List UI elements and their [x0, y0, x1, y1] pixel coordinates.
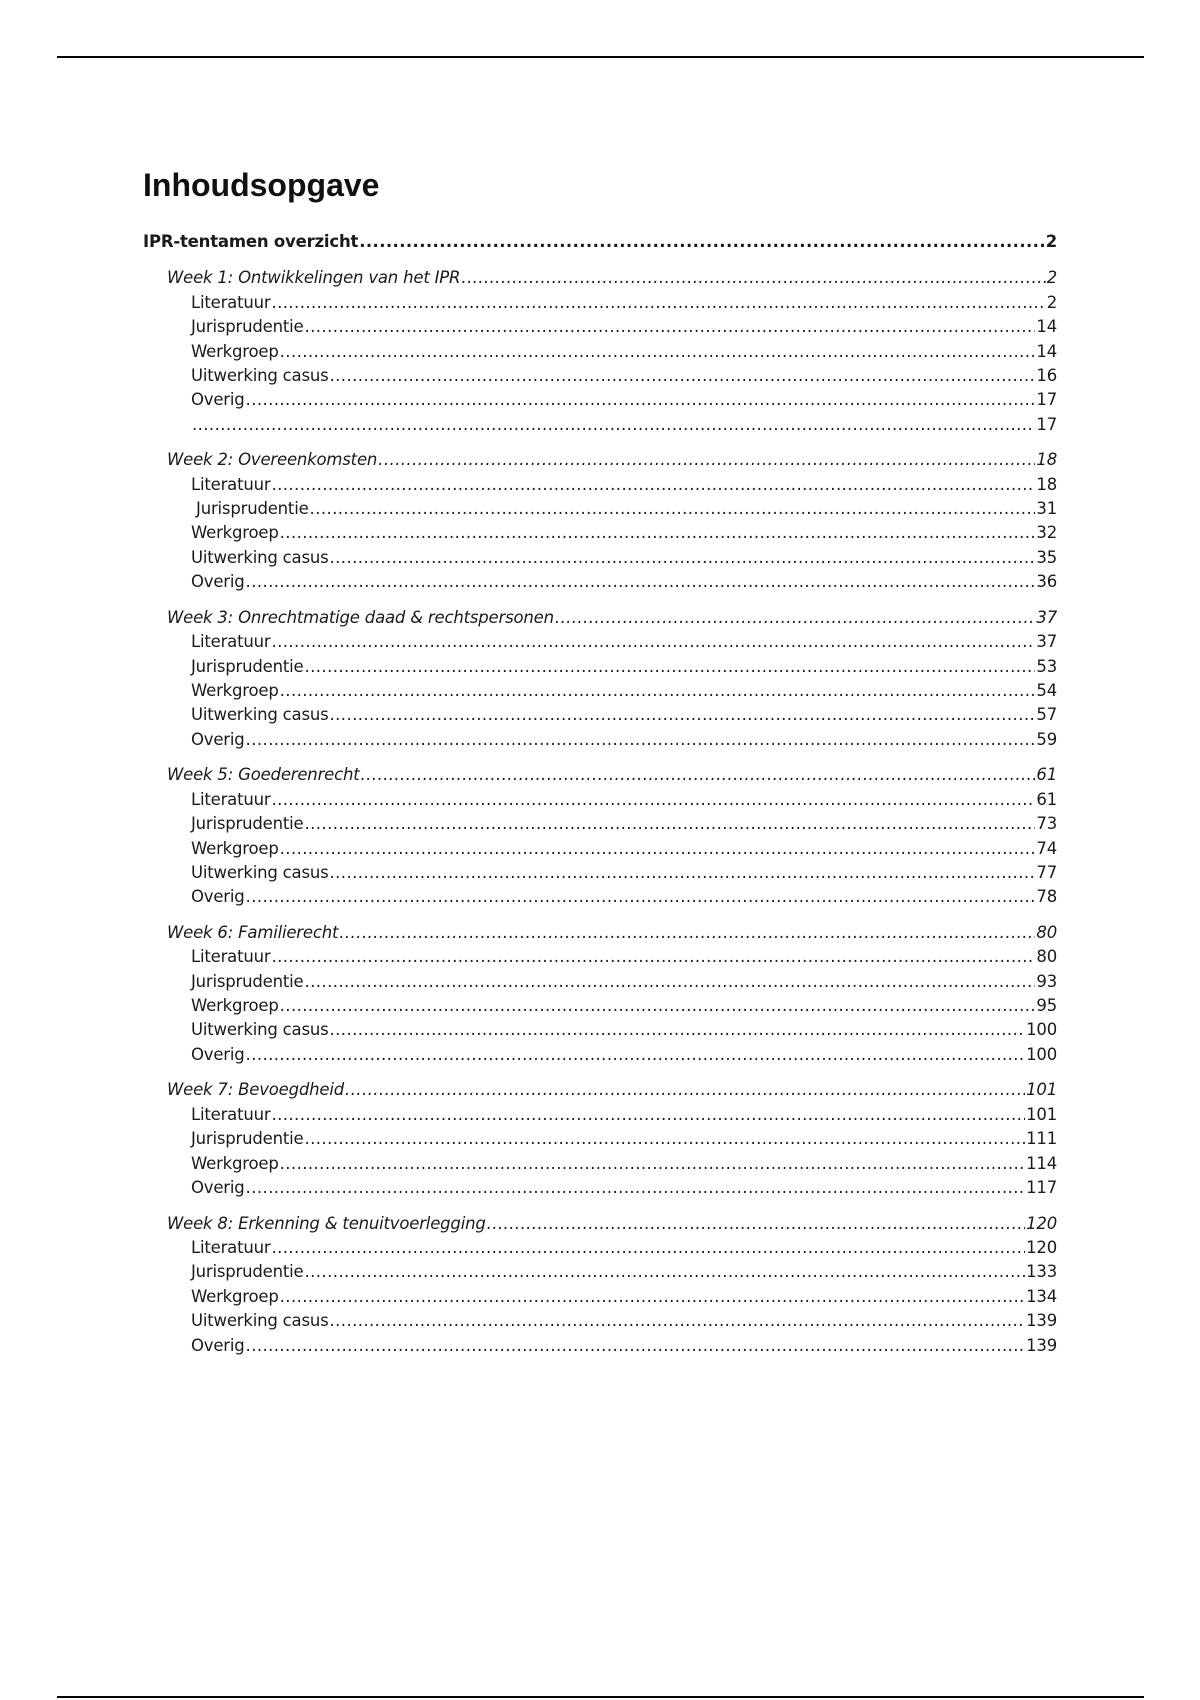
dot-leader [361, 763, 1036, 787]
toc-page-number: 14 [1036, 317, 1057, 337]
dot-leader [246, 885, 1036, 909]
toc-section-heading[interactable] [143, 763, 1057, 787]
toc-subentry[interactable] [143, 630, 1057, 654]
toc-section-week-5 [143, 763, 1057, 909]
toc-entry-label: Jurisprudentie [191, 1129, 304, 1149]
toc-entry-label: Werkgroep [191, 341, 279, 361]
toc-subentry[interactable] [143, 291, 1057, 315]
toc-page-number: 74 [1036, 838, 1057, 858]
toc-entry-label: Literatuur [191, 1237, 271, 1257]
toc-page-number: 32 [1036, 523, 1057, 543]
dot-leader [246, 570, 1036, 594]
dot-leader [280, 1285, 1025, 1309]
toc-page-number: 100 [1026, 1044, 1057, 1064]
dot-leader [280, 521, 1036, 545]
dot-leader [461, 266, 1045, 290]
toc-entry-label: Week 2: Overeenkomsten [167, 450, 378, 470]
toc-page-number: 18 [1036, 450, 1057, 470]
toc-page-number: 53 [1036, 656, 1057, 676]
toc-subentry[interactable] [143, 473, 1057, 497]
toc-entry-label: Literatuur [191, 632, 271, 652]
toc-page-number: 37 [1036, 632, 1057, 652]
toc-page-number: 37 [1036, 607, 1057, 627]
toc-entry-label: Overig [191, 572, 245, 592]
toc-entry-label: Overig [191, 390, 245, 410]
dot-leader [271, 1236, 1025, 1260]
toc-page-number: 111 [1026, 1129, 1057, 1149]
toc-subentry[interactable] [143, 521, 1057, 545]
toc-subentry[interactable] [143, 837, 1057, 861]
toc-entry-label: Werkgroep [191, 838, 279, 858]
toc-entry-label: Jurisprudentie [191, 317, 304, 337]
toc-section-heading[interactable] [143, 448, 1057, 472]
toc-entry-label: Jurisprudentie [191, 1262, 304, 1282]
toc-subentry[interactable] [143, 364, 1057, 388]
dot-leader [280, 837, 1036, 861]
toc-entry-label: Werkgroep [191, 1286, 279, 1306]
dot-leader [271, 630, 1035, 654]
toc-page-number: 17 [1036, 414, 1057, 434]
toc-page-number: 95 [1036, 996, 1057, 1016]
toc-entry-label: Jurisprudentie [191, 656, 304, 676]
toc-subentry[interactable] [143, 1176, 1057, 1200]
toc-page-number: 2 [1046, 292, 1057, 312]
dot-leader [330, 861, 1036, 885]
toc-entry-label: Overig [191, 1335, 245, 1355]
toc-subentry[interactable] [143, 861, 1057, 885]
toc-entry-label: Uitwerking casus [191, 705, 329, 725]
dot-leader [271, 473, 1035, 497]
toc-entry-label: Uitwerking casus [191, 1311, 329, 1331]
toc-subentry[interactable] [143, 812, 1057, 836]
toc-page-number: 36 [1036, 572, 1057, 592]
dot-leader [305, 812, 1036, 836]
dot-leader [271, 1103, 1025, 1127]
dot-leader [305, 1127, 1026, 1151]
toc-entry-label: Literatuur [191, 789, 271, 809]
dot-leader [487, 1212, 1025, 1236]
toc-entry-label: Week 8: Erkenning & tenuitvoerlegging [167, 1213, 486, 1233]
toc-page-number: 61 [1036, 765, 1057, 785]
toc-section-week-1 [143, 266, 1057, 437]
toc-page-number: 35 [1036, 547, 1057, 567]
toc-page-number: 139 [1026, 1335, 1057, 1355]
toc-subentry[interactable] [143, 1103, 1057, 1127]
toc-page-number: 17 [1036, 390, 1057, 410]
toc-page-number: 114 [1026, 1153, 1057, 1173]
toc-entry-label: Uitwerking casus [191, 1020, 329, 1040]
dot-leader [271, 945, 1035, 969]
toc-entry-label: Uitwerking casus [191, 547, 329, 567]
toc-entry-label: Week 7: Bevoegdheid [167, 1080, 345, 1100]
dot-leader [246, 388, 1036, 412]
toc-subentry[interactable] [143, 655, 1057, 679]
toc-subentry[interactable] [143, 1334, 1057, 1358]
toc-subentry[interactable] [143, 1285, 1057, 1309]
dot-leader [555, 606, 1036, 630]
dot-leader [271, 291, 1045, 315]
toc-entry-label: Literatuur [191, 947, 271, 967]
toc-subentry[interactable] [143, 1018, 1057, 1042]
toc-entry-label: Week 6: Familierecht [167, 922, 339, 942]
toc-subentry[interactable] [143, 679, 1057, 703]
dot-leader [280, 340, 1036, 364]
dot-leader [330, 703, 1036, 727]
toc-entry-label: Jurisprudentie [191, 971, 304, 991]
toc-entry-label: Literatuur [191, 474, 271, 494]
toc-entry-top[interactable] [143, 230, 1057, 254]
header-rule [57, 56, 1144, 58]
dot-leader [330, 1309, 1026, 1333]
toc-page-number: 100 [1026, 1020, 1057, 1040]
toc-entry-label: Week 3: Onrechtmatige daad & rechtspersonen [167, 607, 554, 627]
dot-leader [305, 315, 1036, 339]
toc-page-number: 78 [1036, 887, 1057, 907]
toc-subentry[interactable] [143, 885, 1057, 909]
toc-entry-label: Werkgroep [191, 523, 279, 543]
toc-page-number: 134 [1026, 1286, 1057, 1306]
toc-subentry[interactable] [143, 945, 1057, 969]
toc-page-number: 80 [1036, 947, 1057, 967]
toc-page-number: 133 [1026, 1262, 1057, 1282]
toc-subentry[interactable] [143, 703, 1057, 727]
toc-page-number: 93 [1036, 971, 1057, 991]
dot-leader [246, 1176, 1026, 1200]
toc-entry-label: Overig [191, 729, 245, 749]
table-of-contents [143, 230, 1057, 1369]
toc-page-number: 101 [1026, 1104, 1057, 1124]
toc-section-heading[interactable] [143, 1212, 1057, 1236]
toc-entry-label: Werkgroep [191, 996, 279, 1016]
toc-subentry[interactable] [143, 497, 1057, 521]
toc-subentry[interactable] [143, 570, 1057, 594]
toc-entry-label: Uitwerking casus [191, 862, 329, 882]
toc-section-week-3 [143, 606, 1057, 752]
toc-page-number: 117 [1026, 1178, 1057, 1197]
footer-rule [57, 1696, 1144, 1698]
toc-subentry[interactable] [143, 1043, 1057, 1067]
toc-section-heading[interactable] [143, 606, 1057, 630]
toc-section-heading[interactable] [143, 921, 1057, 945]
dot-leader [192, 413, 1035, 437]
dot-leader [330, 364, 1036, 388]
toc-section-heading[interactable] [143, 1078, 1057, 1102]
toc-subentry[interactable] [143, 1152, 1057, 1176]
dot-leader [246, 1043, 1026, 1067]
dot-leader [280, 679, 1036, 703]
dot-leader [330, 546, 1036, 570]
toc-entry-label: Werkgroep [191, 681, 279, 701]
toc-entry-label: Week 5: Goederenrecht [167, 765, 360, 785]
dot-leader [246, 728, 1036, 752]
toc-section-week-7 [143, 1078, 1057, 1200]
toc-subentry[interactable] [143, 388, 1057, 412]
toc-entry-label: Uitwerking casus [191, 365, 329, 385]
toc-entry-label: Jurisprudentie [191, 499, 309, 519]
toc-page-number: 14 [1036, 341, 1057, 361]
toc-page-number: 18 [1036, 474, 1057, 494]
toc-entry-label: Literatuur [191, 292, 271, 312]
toc-subentry[interactable] [143, 994, 1057, 1018]
toc-subentry[interactable] [143, 546, 1057, 570]
dot-leader [246, 1334, 1026, 1358]
toc-section-heading[interactable] [143, 266, 1057, 290]
toc-page-number: 120 [1026, 1237, 1057, 1257]
dot-leader [305, 970, 1036, 994]
toc-page-number: 77 [1036, 862, 1057, 882]
page-title: Inhoudsopgave [143, 167, 380, 203]
toc-page-number: 101 [1026, 1080, 1057, 1100]
dot-leader [310, 497, 1036, 521]
dot-leader [345, 1078, 1025, 1102]
toc-entry-label: Literatuur [191, 1104, 271, 1124]
dot-leader [280, 1152, 1025, 1176]
toc-entry-label: Overig [191, 1044, 245, 1064]
toc-page-number: 120 [1026, 1213, 1057, 1233]
dot-leader [305, 1260, 1026, 1284]
dot-leader [305, 655, 1036, 679]
toc-page-number: 73 [1036, 814, 1057, 834]
toc-page-number: 2 [1046, 268, 1057, 288]
toc-page-number: 16 [1036, 365, 1057, 385]
toc-entry-label: Jurisprudentie [191, 814, 304, 834]
toc-entry-label: Overig [191, 887, 245, 907]
toc-page-number: 139 [1026, 1311, 1057, 1331]
toc-page-number: 61 [1036, 789, 1057, 809]
dot-leader [330, 1018, 1026, 1042]
toc-subentry[interactable] [143, 728, 1057, 752]
dot-leader [339, 921, 1035, 945]
toc-entry-label: Overig [191, 1178, 245, 1197]
toc-subentry[interactable] [143, 1127, 1057, 1151]
dot-leader [359, 230, 1045, 254]
toc-subentry[interactable] [143, 1309, 1057, 1333]
toc-page-number: 59 [1036, 729, 1057, 749]
toc-section-week-8 [143, 1212, 1057, 1358]
dot-leader [280, 994, 1036, 1018]
toc-subentry[interactable] [143, 340, 1057, 364]
toc-page-number: 54 [1036, 681, 1057, 701]
toc-subentry-empty[interactable] [143, 413, 1057, 437]
dot-leader [378, 448, 1035, 472]
toc-section-week-2 [143, 448, 1057, 594]
toc-page-number: 31 [1036, 499, 1057, 519]
toc-subentry[interactable] [143, 1260, 1057, 1284]
toc-entry-label: Week 1: Ontwikkelingen van het IPR [167, 268, 461, 288]
toc-page-number: 2 [1045, 232, 1057, 251]
toc-entry-label: Werkgroep [191, 1153, 279, 1173]
toc-subentry[interactable] [143, 970, 1057, 994]
toc-page-number: 80 [1036, 922, 1057, 942]
toc-subentry[interactable] [143, 315, 1057, 339]
toc-subentry[interactable] [143, 788, 1057, 812]
toc-entry-label: IPR-tentamen overzicht [143, 232, 359, 251]
toc-section-week-6 [143, 921, 1057, 1067]
toc-subentry[interactable] [143, 1236, 1057, 1260]
toc-page-number: 57 [1036, 705, 1057, 725]
dot-leader [271, 788, 1035, 812]
